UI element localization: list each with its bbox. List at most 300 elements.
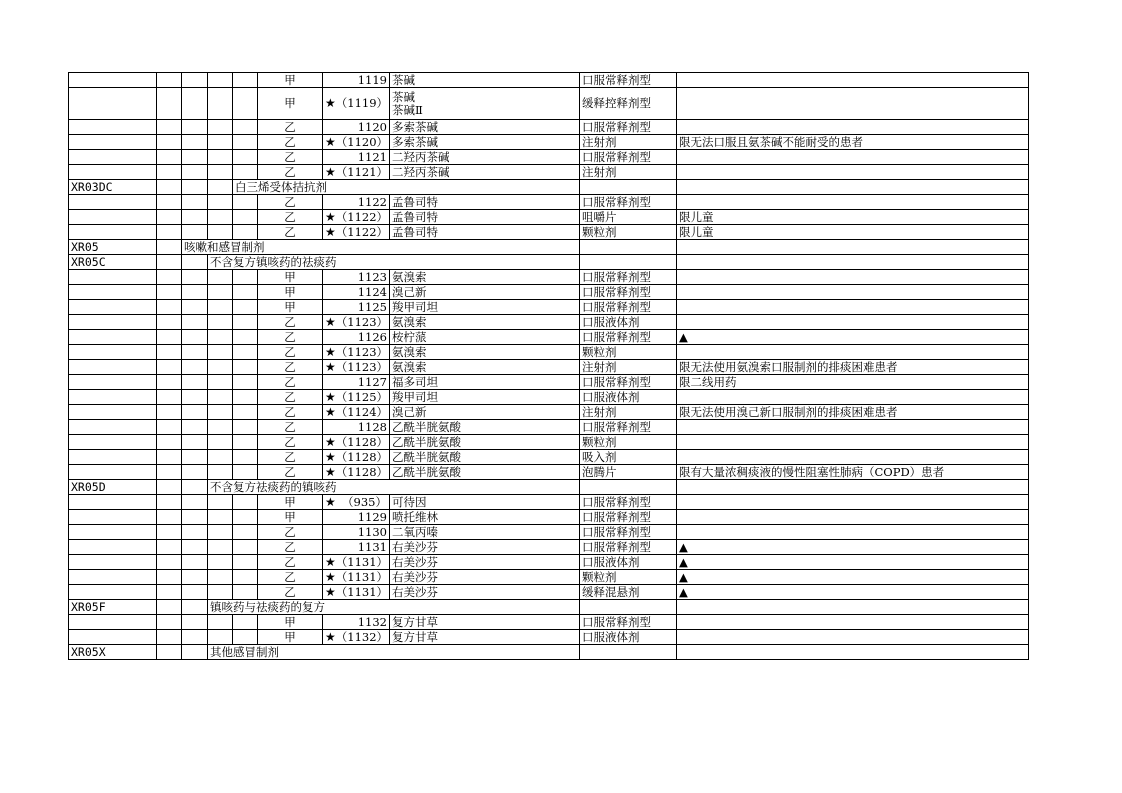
table-row (69, 495, 1029, 510)
number-cell (323, 360, 390, 375)
star-icon: ★ (325, 134, 336, 149)
drug-name: 乙酰半胱氨酸 (392, 434, 461, 449)
level-cell (233, 285, 258, 300)
category-cell: 乙 (258, 165, 323, 180)
drug-name: 福多司坦 (392, 374, 438, 389)
drug-name-cell (390, 315, 580, 330)
star-icon: ★ (325, 314, 336, 329)
level-cell (233, 225, 258, 240)
number-cell (323, 540, 390, 555)
level-cell (208, 345, 233, 360)
code-cell (69, 225, 157, 240)
table-row (69, 88, 1029, 120)
remark-cell: ▲ (677, 555, 1029, 570)
level-cell (208, 330, 233, 345)
level-cell (208, 540, 233, 555)
drug-number: （1122） (335, 209, 389, 224)
level-cell (208, 510, 233, 525)
drug-name: 孟鲁司特 (392, 224, 438, 239)
level-cell (208, 88, 233, 120)
remark-cell (677, 120, 1029, 135)
drug-name-alt: 茶碱Ⅱ (392, 102, 423, 117)
category-cell: 甲 (258, 285, 323, 300)
drug-name: 乙酰半胱氨酸 (392, 449, 461, 464)
level-cell (208, 150, 233, 165)
level-cell (182, 210, 208, 225)
table-row (69, 510, 1029, 525)
star-icon: ★ (325, 224, 336, 239)
star-icon: ★ (325, 344, 336, 359)
dosage-form-cell: 口服液体剂 (580, 390, 677, 405)
dosage-form-cell: 口服液体剂 (580, 630, 677, 645)
dosage-form-cell: 口服常释剂型 (580, 195, 677, 210)
table-row (69, 345, 1029, 360)
drug-name-cell (390, 270, 580, 285)
number-cell (323, 270, 390, 285)
level-cell (157, 195, 182, 210)
level-cell (182, 510, 208, 525)
dosage-form-cell: 口服常释剂型 (580, 120, 677, 135)
drug-name-cell (390, 405, 580, 420)
number-cell (323, 195, 390, 210)
drug-number: （1124） (335, 404, 389, 419)
number-cell (323, 345, 390, 360)
level-cell (157, 225, 182, 240)
remark-cell (677, 195, 1029, 210)
number-cell (323, 450, 390, 465)
level-cell (157, 615, 182, 630)
drug-name-cell (390, 420, 580, 435)
level-cell (208, 180, 233, 195)
level-cell (157, 88, 182, 120)
level-cell (182, 345, 208, 360)
star-icon: ★ (325, 209, 336, 224)
remark-cell (677, 495, 1029, 510)
code-cell (69, 585, 157, 600)
table-row (69, 255, 1029, 270)
level-cell (182, 390, 208, 405)
remark-cell (677, 615, 1029, 630)
code-cell (69, 555, 157, 570)
table-row (69, 420, 1029, 435)
category-cell: 甲 (258, 615, 323, 630)
level-cell (208, 570, 233, 585)
level-cell (157, 150, 182, 165)
drug-catalog-table (68, 72, 1029, 660)
dosage-form-cell: 颗粒剂 (580, 345, 677, 360)
drug-name: 氨溴索 (392, 269, 427, 284)
level-cell (208, 495, 233, 510)
drug-name: 茶碱 (392, 72, 415, 87)
drug-name: 二羟丙茶碱 (392, 164, 450, 179)
number-cell (323, 495, 390, 510)
code-cell (69, 615, 157, 630)
drug-name: 右美沙芬 (392, 569, 438, 584)
drug-name: 右美沙芬 (392, 584, 438, 599)
table-row (69, 150, 1029, 165)
dosage-form-cell: 口服常释剂型 (580, 375, 677, 390)
dosage-form-cell: 口服液体剂 (580, 315, 677, 330)
level-cell (233, 555, 258, 570)
level-cell (208, 285, 233, 300)
level-cell (157, 525, 182, 540)
drug-number: 1132 (357, 614, 387, 629)
level-cell (208, 465, 233, 480)
level-cell (182, 525, 208, 540)
level-cell (208, 225, 233, 240)
table-row (69, 120, 1029, 135)
code-cell (69, 315, 157, 330)
number-cell (323, 285, 390, 300)
level-cell (233, 135, 258, 150)
level-cell (233, 390, 258, 405)
level-cell (233, 345, 258, 360)
number-cell (323, 135, 390, 150)
table-row (69, 540, 1029, 555)
level-cell (233, 510, 258, 525)
level-cell (182, 555, 208, 570)
drug-name: 氨溴索 (392, 359, 427, 374)
table-row (69, 480, 1029, 495)
drug-number: 1127 (357, 374, 387, 389)
drug-name: 羧甲司坦 (392, 299, 438, 314)
remark-cell: 限儿童 (677, 225, 1029, 240)
star-icon: ★ (325, 629, 336, 644)
dosage-form-cell: 咀嚼片 (580, 210, 677, 225)
number-cell (323, 525, 390, 540)
dosage-form-cell: 口服常释剂型 (580, 300, 677, 315)
dosage-form-cell: 口服常释剂型 (580, 510, 677, 525)
category-cell: 乙 (258, 375, 323, 390)
drug-name: 右美沙芬 (392, 539, 438, 554)
table-row (69, 165, 1029, 180)
level-cell (233, 465, 258, 480)
star-icon: ★ (325, 389, 336, 404)
level-cell (182, 270, 208, 285)
level-cell (182, 615, 208, 630)
number-cell (323, 420, 390, 435)
level-cell (157, 435, 182, 450)
drug-name: 乙酰半胱氨酸 (392, 419, 461, 434)
drug-name: 多索茶碱 (392, 134, 438, 149)
level-cell (233, 270, 258, 285)
remark-cell (677, 510, 1029, 525)
drug-name-cell (390, 225, 580, 240)
code-cell (69, 405, 157, 420)
drug-name-cell (390, 88, 580, 120)
category-cell: 甲 (258, 630, 323, 645)
level-cell (233, 375, 258, 390)
level-cell (208, 420, 233, 435)
level-cell (233, 585, 258, 600)
drug-number: 1126 (357, 329, 387, 344)
drug-name-cell (390, 195, 580, 210)
level-cell (233, 210, 258, 225)
drug-name: 乙酰半胱氨酸 (392, 464, 461, 479)
level-cell (208, 405, 233, 420)
remark-cell (677, 150, 1029, 165)
level-cell (157, 645, 182, 660)
number-cell (323, 165, 390, 180)
category-code-cell: XR05X (69, 645, 157, 660)
number-cell (323, 435, 390, 450)
table-row (69, 585, 1029, 600)
number-cell (323, 330, 390, 345)
category-title-cell: 其他感冒制剂 (208, 645, 580, 660)
drug-name: 可待因 (392, 494, 427, 509)
category-cell: 乙 (258, 330, 323, 345)
level-cell (233, 570, 258, 585)
level-cell (182, 165, 208, 180)
code-cell (69, 435, 157, 450)
level-cell (157, 135, 182, 150)
level-cell (157, 255, 182, 270)
category-title-cell: 不含复方祛痰药的镇咳药 (208, 480, 580, 495)
drug-name-cell (390, 525, 580, 540)
level-cell (157, 540, 182, 555)
remark-cell (677, 255, 1029, 270)
level-cell (157, 300, 182, 315)
remark-cell (677, 165, 1029, 180)
table-row (69, 315, 1029, 330)
drug-name-cell (390, 300, 580, 315)
drug-name: 溴己新 (392, 404, 427, 419)
category-cell: 甲 (258, 510, 323, 525)
category-cell: 乙 (258, 450, 323, 465)
dosage-form-cell: 吸入剂 (580, 450, 677, 465)
drug-number: （1121） (335, 164, 389, 179)
star-icon: ★ (325, 434, 336, 449)
drug-name-cell (390, 73, 580, 88)
dosage-form-cell (580, 240, 677, 255)
category-cell: 甲 (258, 88, 323, 120)
table-row (69, 360, 1029, 375)
level-cell (182, 600, 208, 615)
remark-cell: ▲ (677, 540, 1029, 555)
drug-number: 1122 (357, 194, 387, 209)
level-cell (208, 73, 233, 88)
table-body (69, 73, 1029, 660)
category-cell: 甲 (258, 495, 323, 510)
drug-name-cell (390, 390, 580, 405)
category-code-cell: XR05C (69, 255, 157, 270)
code-cell (69, 495, 157, 510)
level-cell (157, 390, 182, 405)
level-cell (157, 73, 182, 88)
drug-number: 1128 (357, 419, 387, 434)
drug-name: 复方甘草 (392, 629, 438, 644)
number-cell (323, 150, 390, 165)
star-icon: ★ (325, 584, 336, 599)
level-cell (233, 495, 258, 510)
level-cell (208, 195, 233, 210)
remark-cell (677, 645, 1029, 660)
level-cell (182, 495, 208, 510)
category-cell: 乙 (258, 390, 323, 405)
level-cell (233, 88, 258, 120)
category-code-cell: XR03DC (69, 180, 157, 195)
drug-name-cell (390, 135, 580, 150)
level-cell (208, 315, 233, 330)
table-row (69, 525, 1029, 540)
table-row (69, 225, 1029, 240)
category-cell: 乙 (258, 345, 323, 360)
level-cell (157, 585, 182, 600)
drug-number: 1119 (357, 72, 387, 87)
code-cell (69, 345, 157, 360)
table-row (69, 435, 1029, 450)
code-cell (69, 630, 157, 645)
drug-name-cell (390, 435, 580, 450)
dosage-form-cell: 注射剂 (580, 405, 677, 420)
dosage-form-cell (580, 480, 677, 495)
level-cell (208, 615, 233, 630)
drug-name-cell (390, 510, 580, 525)
level-cell (157, 120, 182, 135)
level-cell (182, 630, 208, 645)
number-cell (323, 210, 390, 225)
category-code-cell: XR05 (69, 240, 157, 255)
code-cell (69, 465, 157, 480)
drug-number: 1120 (357, 119, 387, 134)
dosage-form-cell: 注射剂 (580, 360, 677, 375)
level-cell (182, 540, 208, 555)
table-row (69, 330, 1029, 345)
level-cell (233, 405, 258, 420)
table-row (69, 555, 1029, 570)
category-cell: 甲 (258, 73, 323, 88)
level-cell (157, 630, 182, 645)
level-cell (157, 240, 182, 255)
drug-name: 二氧丙嗪 (392, 524, 438, 539)
level-cell (182, 73, 208, 88)
dosage-form-cell (580, 255, 677, 270)
dosage-form-cell: 颗粒剂 (580, 435, 677, 450)
table-row (69, 390, 1029, 405)
level-cell (157, 315, 182, 330)
category-cell: 乙 (258, 540, 323, 555)
remark-cell (677, 600, 1029, 615)
drug-name: 复方甘草 (392, 614, 438, 629)
level-cell (157, 450, 182, 465)
drug-name-cell (390, 330, 580, 345)
remark-cell: 限无法使用溴己新口服制剂的排痰困难患者 (677, 405, 1029, 420)
drug-name-cell (390, 630, 580, 645)
drug-number: 1123 (357, 269, 387, 284)
remark-cell (677, 345, 1029, 360)
number-cell (323, 630, 390, 645)
drug-number: 1125 (357, 299, 387, 314)
table-row (69, 270, 1029, 285)
drug-name: 喷托维林 (392, 509, 438, 524)
level-cell (157, 510, 182, 525)
category-cell: 乙 (258, 210, 323, 225)
drug-name-cell (390, 345, 580, 360)
dosage-form-cell: 口服常释剂型 (580, 525, 677, 540)
level-cell (233, 300, 258, 315)
level-cell (182, 360, 208, 375)
drug-name-cell (390, 375, 580, 390)
level-cell (233, 450, 258, 465)
remark-cell (677, 480, 1029, 495)
level-cell (157, 285, 182, 300)
code-cell (69, 150, 157, 165)
drug-name-cell (390, 360, 580, 375)
dosage-form-cell: 注射剂 (580, 165, 677, 180)
table-row (69, 405, 1029, 420)
drug-number: （1128） (335, 449, 389, 464)
code-cell (69, 570, 157, 585)
category-cell: 乙 (258, 315, 323, 330)
level-cell (157, 165, 182, 180)
number-cell (323, 120, 390, 135)
level-cell (157, 345, 182, 360)
level-cell (208, 120, 233, 135)
category-code-cell: XR05D (69, 480, 157, 495)
level-cell (157, 360, 182, 375)
number-cell (323, 510, 390, 525)
star-icon: ★ (325, 554, 336, 569)
level-cell (182, 375, 208, 390)
number-cell (323, 315, 390, 330)
code-cell (69, 270, 157, 285)
level-cell (233, 420, 258, 435)
level-cell (208, 210, 233, 225)
level-cell (208, 270, 233, 285)
level-cell (208, 555, 233, 570)
category-title-cell: 咳嗽和感冒制剂 (182, 240, 580, 255)
level-cell (182, 315, 208, 330)
category-cell: 乙 (258, 585, 323, 600)
category-cell: 乙 (258, 465, 323, 480)
drug-number: （1131） (335, 569, 389, 584)
category-cell: 乙 (258, 120, 323, 135)
level-cell (157, 465, 182, 480)
star-icon: ★ (325, 359, 336, 374)
code-cell (69, 88, 157, 120)
dosage-form-cell: 口服常释剂型 (580, 420, 677, 435)
star-icon: ★ (325, 464, 336, 479)
remark-cell (677, 390, 1029, 405)
level-cell (182, 435, 208, 450)
level-cell (208, 360, 233, 375)
drug-number: （1123） (335, 314, 389, 329)
drug-number: （1122） (335, 224, 389, 239)
drug-number: （1132） (335, 629, 389, 644)
code-cell (69, 360, 157, 375)
remark-cell: 限无法使用氨溴索口服制剂的排痰困难患者 (677, 360, 1029, 375)
dosage-form-cell: 注射剂 (580, 135, 677, 150)
level-cell (157, 180, 182, 195)
remark-cell: 限有大量浓稠痰液的慢性阻塞性肺病（COPD）患者 (677, 465, 1029, 480)
level-cell (233, 360, 258, 375)
level-cell (233, 150, 258, 165)
category-cell: 乙 (258, 435, 323, 450)
level-cell (182, 255, 208, 270)
level-cell (157, 495, 182, 510)
drug-number: （1125） (335, 389, 389, 404)
level-cell (182, 120, 208, 135)
drug-name-cell (390, 540, 580, 555)
dosage-form-cell: 缓释混悬剂 (580, 585, 677, 600)
table-row (69, 375, 1029, 390)
table-row (69, 645, 1029, 660)
dosage-form-cell: 口服常释剂型 (580, 495, 677, 510)
level-cell (182, 405, 208, 420)
level-cell (157, 420, 182, 435)
level-cell (182, 180, 208, 195)
level-cell (157, 405, 182, 420)
